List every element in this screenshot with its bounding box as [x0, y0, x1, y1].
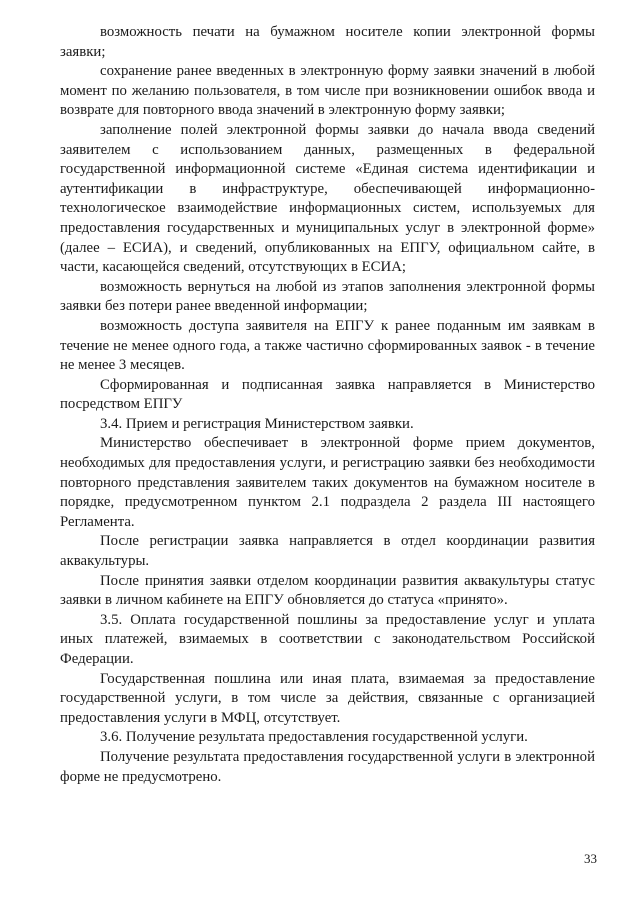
- paragraph-state-fee: Государственная пошлина или иная плата, взимаемая за предоставление государственной услуги, в том числе за действия, связанные с организацией предоставления услуги в МФЦ, отсутствует.: [60, 670, 595, 726]
- paragraph-status-update: После принятия заявки отделом координации развития аквакультуры статус заявки в личном кабинете на ЕПГУ обновляется до статуса «принято».: [60, 572, 595, 609]
- section-heading-3-4: 3.4. Прием и регистрация Министерством заявки.: [100, 415, 414, 432]
- paragraph-ministry-accepts: Министерство обеспечивает в электронной форме прием документов, необходимых для предоставления услуги, и регистрацию заявки без необходимости повторного представления заявителем таких документов на бумажном носителе в порядке, предусмотренном пунктом 2.1 подраздела 2 раздела III настоящего Регламента.: [60, 435, 595, 530]
- paragraph-print-copy: возможность печати на бумажном носителе копии электронной формы заявки;: [60, 24, 595, 60]
- paragraph-fill-fields-esia: заполнение полей электронной формы заявки до начала ввода сведений заявителем с использованием данных, размещенных в федеральной государственной информационной системе «Единая система идентификации и аутентификации в инфраструктуре, обеспечивающей информационно-технологическое взаимодействие информационных систем, используемых для предоставления государственных и муниципальных услуг в электронной форме» (далее – ЕСИА), и сведений, опубликованных на ЕПГУ, официальном сайте, в части, касающейся сведений, отсутствующих в ЕСИА;: [60, 121, 595, 276]
- paragraph-result-not-provided: Получение результата предоставления государственной услуги в электронной форме не предусмотрено.: [60, 748, 595, 785]
- paragraph-after-registration: После регистрации заявка направляется в отдел координации развития аквакультуры.: [60, 533, 595, 570]
- section-heading-3-6: 3.6. Получение результата предоставления государственной услуги.: [100, 729, 528, 746]
- section-heading-3-5: 3.5. Оплата государственной пошлины за предоставление услуг и уплата иных платежей, взимаемых в соответствии с законодательством Российской Федерации.: [60, 611, 595, 667]
- paragraph-save-values: сохранение ранее введенных в электронную форму заявки значений в любой момент по желанию пользователя, в том числе при возникновении ошибок ввода и возврате для повторного ввода значений в электронную форму заявки;: [60, 63, 595, 119]
- paragraph-access-applications: возможность доступа заявителя на ЕПГУ к ранее поданным им заявкам в течение не менее одного года, а также частично сформированных заявок - в течение не менее 3 месяцев.: [60, 317, 595, 374]
- document-page: [60, 23, 595, 787]
- paragraph-application-sent: Сформированная и подписанная заявка направляется в Министерство посредством ЕПГУ: [60, 376, 595, 413]
- paragraph-return-to-step: возможность вернуться на любой из этапов заполнения электронной формы заявки без потери ранее введенной информации;: [60, 278, 595, 315]
- page-number: 33: [584, 851, 597, 866]
